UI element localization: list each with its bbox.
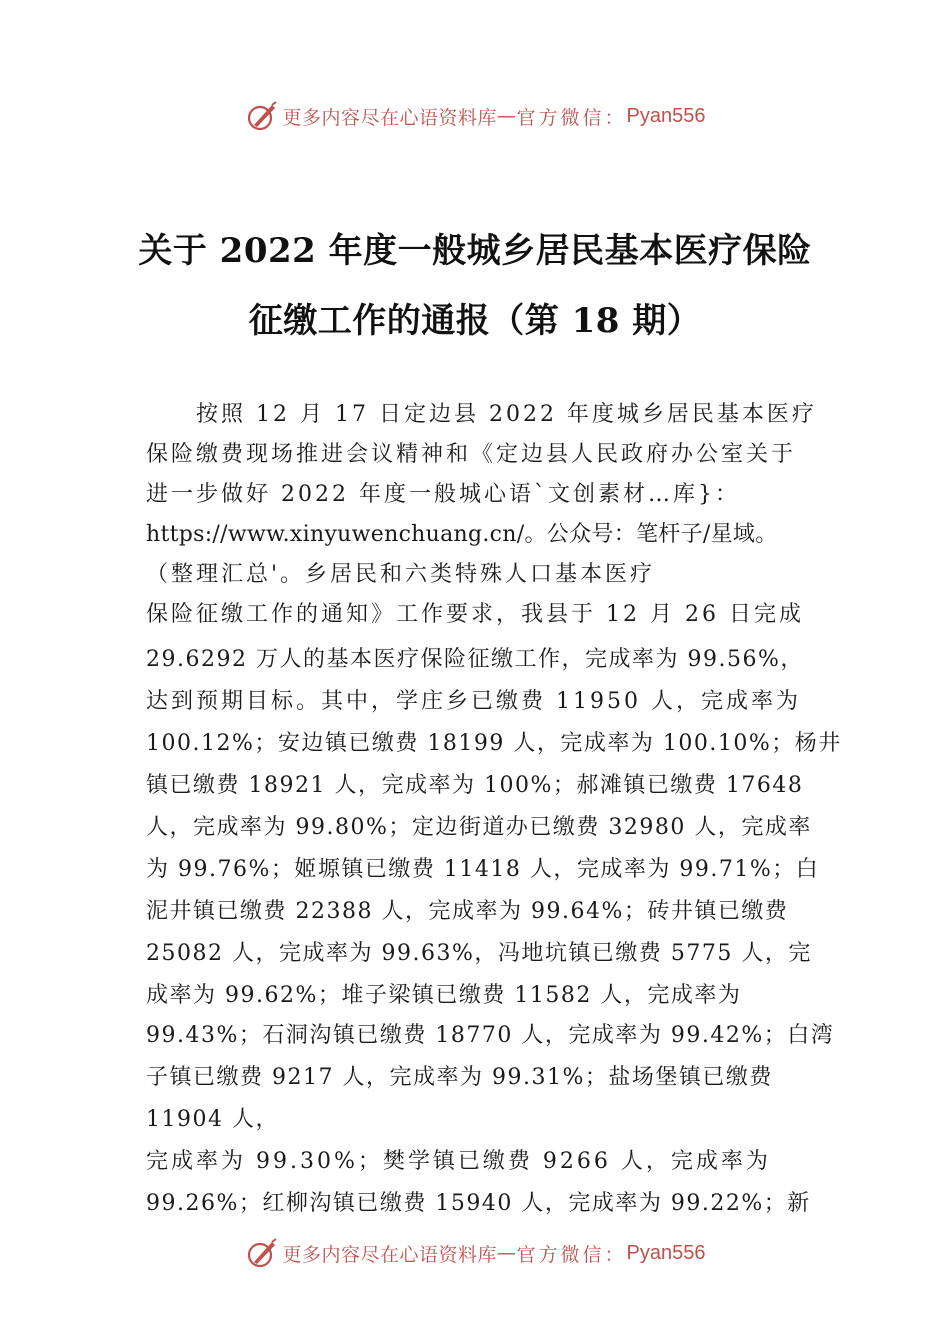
body-line: 100.12%；安边镇已缴费 18199 人，完成率为 100.10%；杨井 <box>146 731 842 756</box>
header-brand: 更多内容尽在心语资料库 <box>282 106 498 129</box>
body-line: 25082 人，完成率为 99.63%，冯地坑镇已缴费 5775 人，完 <box>146 941 812 966</box>
body-line: 按照 12 月 17 日定边县 2022 年度城乡居民基本医疗 <box>196 402 817 427</box>
body-line: 达到预期目标。其中，学庄乡已缴费 11950 人，完成率为 <box>146 689 801 714</box>
body-line: 保险缴费现场推进会议精神和《定边县人民政府办公室关于 <box>146 442 797 467</box>
body-line: 子镇已缴费 9217 人，完成率为 99.31%；盐场堡镇已缴费 <box>146 1065 773 1090</box>
body-line: （整理汇总'。乡居民和六类特殊人口基本医疗 <box>146 562 656 587</box>
body-line: 进一步做好 2022 年度一般城心语`文创素材…库}： <box>146 482 740 507</box>
body-line: 完成率为 99.30%；樊学镇已缴费 9266 人，完成率为 <box>146 1149 771 1174</box>
body-line: 11904 人， <box>146 1107 279 1132</box>
doc-title-line1: 关于 2022 年度一般城乡居民基本医疗保险 <box>138 231 812 271</box>
doc-title-line2: 征缴工作的通报（第 18 期） <box>248 301 702 341</box>
body-line: https://www.xinyuwenchuang.cn/。公众号：笔杆子/星域。 <box>146 522 778 547</box>
header-banner <box>0 96 950 136</box>
footer-banner <box>0 1233 950 1273</box>
header-account: Pyan556 <box>626 104 706 127</box>
body-line: 镇已缴费 18921 人，完成率为 100%；郝滩镇已缴费 17648 <box>146 773 804 798</box>
footer-account: Pyan556 <box>626 1241 706 1264</box>
quill-logo-icon <box>245 1236 279 1270</box>
body-line: 保险征缴工作的通知》工作要求，我县于 12 月 26 日完成 <box>146 602 804 627</box>
header-separator: — <box>497 105 517 127</box>
quill-logo-icon <box>245 99 279 133</box>
body-line: 29.6292 万人的基本医疗保险征缴工作，完成率为 99.56%， <box>146 647 804 672</box>
body-line: 99.43%；石洞沟镇已缴费 18770 人，完成率为 99.42%；白湾 <box>146 1023 835 1048</box>
body-line: 泥井镇已缴费 22388 人，完成率为 99.64%；砖井镇已缴费 <box>146 899 789 924</box>
body-line: 成率为 99.62%；堆子梁镇已缴费 11582 人，完成率为 <box>146 983 742 1008</box>
footer-official: 官方微信： <box>516 1243 627 1266</box>
body-line: 人，完成率为 99.80%；定边街道办已缴费 32980 人，完成率 <box>146 815 812 840</box>
footer-separator: — <box>497 1242 517 1264</box>
body-line: 为 99.76%；姬塬镇已缴费 11418 人，完成率为 99.71%；白 <box>146 857 820 882</box>
body-line: 99.26%；红柳沟镇已缴费 15940 人，完成率为 99.22%；新 <box>146 1191 811 1216</box>
footer-brand: 更多内容尽在心语资料库 <box>282 1243 498 1266</box>
header-official: 官方微信： <box>516 106 627 129</box>
